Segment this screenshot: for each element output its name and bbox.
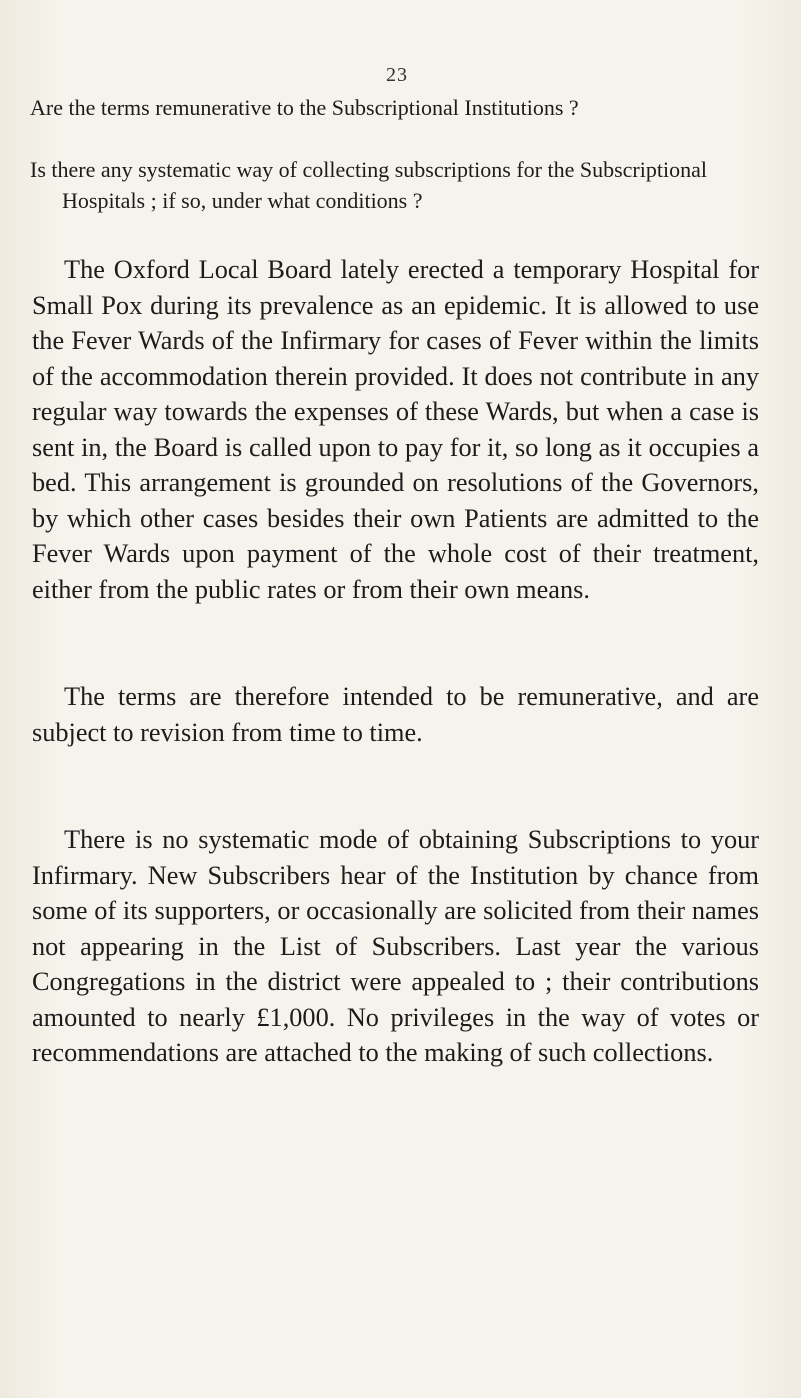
question-remunerative-terms: Are the terms remunerative to the Subscriptional Institutions ? [30,95,579,120]
question-systematic-collection: Is there any systematic way of collecting subscriptions for the Subscriptional Hospitals ; if so, under what conditions ? [30,157,707,213]
page-number: 23 [386,64,408,86]
answer-paragraph-subscriptions: There is no systematic mode of obtaining Subscriptions to your Infirmary. New Subscribers hear of the Institution by chance from some of its supporters, or occasionally are solicited from their names not appearing in the List of Subscribers. Last year the various Congregations in the district were appealed to ; their contributions amounted to nearly £1,000. No privileges in the way of votes or recommendations are attached to the making of such collections. [32,825,759,1067]
answer-paragraph-local-board: The Oxford Local Board lately erected a temporary Hospital for Small Pox during its prevalence as an epidemic. It is allowed to use the Fever Wards of the Infirmary for cases of Fever within the limits of the accommodation therein provided. It does not contribute in any regular way towards the expenses of these Wards, but when a case is sent in, the Board is called upon to pay for it, so long as it occupies a bed. This arrangement is grounded on resolutions of the Governors, by which other cases besides their own Patients are admitted to the Fever Wards upon payment of the whole cost of their treatment, either from the public rates or from their own means. [32,255,759,604]
answer-paragraph-terms: The terms are therefore intended to be remunerative, and are subject to revision from time to time. [32,682,759,747]
